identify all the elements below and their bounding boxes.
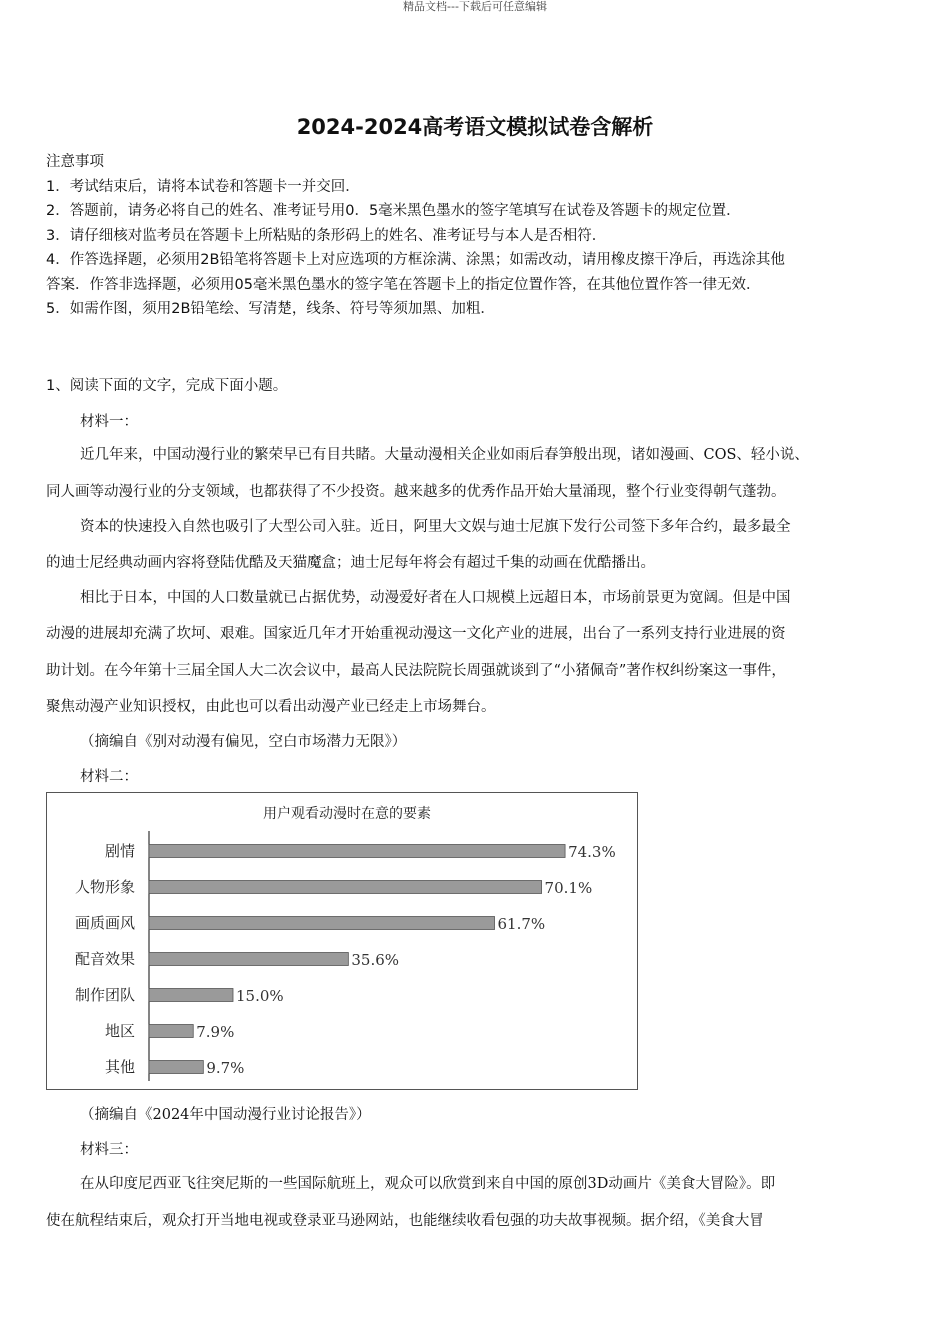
- material1-p3-line: 助计划。在今年第十三届全国人大二次会议中，最高人民法院院长周强就谈到了“小猪佩奇”著作权纠纷案这一事件，: [46, 663, 786, 679]
- value-label: 35.6%: [351, 951, 400, 969]
- notice-item: 3．请仔细核对监考员在答题卡上所粘贴的条形码上的姓名、准考证号与本人是否相符．: [46, 227, 607, 244]
- material1-p3-line: 相比于日本，中国的人口数量就已占据优势，动漫爱好者在人口规模上远超日本，市场前景更为宽阔。但是中国: [80, 590, 791, 606]
- notice-item: 4．作答选择题，必须用2B铅笔将答题卡上对应选项的方框涂满、涂黑；如需改动，请用橡皮擦干净后，再选涂其他: [46, 252, 785, 268]
- category-label: 制作团队: [74, 986, 135, 1004]
- category-label: 剧情: [104, 842, 135, 860]
- category-label: 配音效果: [74, 950, 135, 968]
- material1-source: （摘编自《别对动漫有偏见，空白市场潜力无限》）: [80, 734, 407, 750]
- category-label: 地区: [104, 1022, 135, 1040]
- bar: [149, 881, 542, 894]
- page-title: 2024-2024高考语文模拟试卷含解析: [296, 115, 654, 139]
- value-label: 15.0%: [236, 987, 284, 1005]
- notice-item: 1．考试结束后，请将本试卷和答题卡一并交回．: [46, 178, 360, 195]
- bar: [149, 989, 233, 1002]
- bar-chart: [46, 792, 638, 1090]
- notice-section: [46, 150, 916, 322]
- category-label: 画质画风: [74, 914, 135, 932]
- material1-p2-line: 的迪士尼经典动画内容将登陆优酷及天猫魔盒；迪士尼每年将会有超过千集的动画在优酷播出。: [46, 555, 655, 571]
- material2-source: （摘编自《2024年中国动漫行业讨论报告》）: [80, 1107, 371, 1123]
- bar: [149, 917, 495, 930]
- material3-p1-line: 在从印度尼西亚飞往突尼斯的一些国际航班上，观众可以欣赏到来自中国的原创3D动画片《美食大冒险》。即: [80, 1176, 776, 1192]
- notice-item: 答案．作答非选择题，必须用05毫米黑色墨水的签字笔在答题卡上的指定位置作答，在其他位置作答一律无效．: [46, 276, 761, 293]
- material1-p2-line: 资本的快速投入自然也吸引了大型公司入驻。近日，阿里大文娱与迪士尼旗下发行公司签下多年合约，最多最全: [80, 519, 791, 535]
- category-label: 人物形象: [74, 878, 135, 896]
- value-label: 7.9%: [196, 1023, 235, 1041]
- bar: [149, 1025, 193, 1038]
- material1-p1-line: 近几年来，中国动漫行业的繁荣早已有目共睹。大量动漫相关企业如雨后春笋般出现，诸如漫画、COS、轻小说、: [80, 447, 809, 463]
- bar: [149, 953, 348, 966]
- value-label: 9.7%: [206, 1059, 245, 1077]
- material1-p3-line: 动漫的进展却充满了坎坷、艰难。国家近几年才开始重视动漫这一文化产业的进展，出台了一系列支持行业进展的资: [46, 626, 786, 642]
- page-header: 精品文档---下载后可任意编辑: [403, 0, 547, 13]
- material3-label: 材料三：: [80, 1142, 138, 1158]
- notice-heading: 注意事项: [46, 154, 104, 170]
- bar: [149, 845, 565, 858]
- bar: [149, 1061, 203, 1074]
- material2-label: 材料二：: [80, 769, 138, 785]
- material3-p1-line: 使在航程结束后，观众打开当地电视或登录亚马逊网站，也能继续收看包强的功夫故事视频。据介绍，《美食大冒: [46, 1213, 764, 1229]
- material1-p1-line: 同人画等动漫行业的分支领域，也都获得了不少投资。越来越多的优秀作品开始大量涌现，整个行业变得朝气蓬勃。: [46, 484, 786, 500]
- material1-p3-line: 聚焦动漫产业知识授权，由此也可以看出动漫产业已经走上市场舞台。: [46, 699, 496, 715]
- value-label: 70.1%: [544, 879, 593, 897]
- value-label: 74.3%: [568, 843, 616, 861]
- notice-item: 5．如需作图，须用2B铅笔绘、写清楚，线条、符号等须加黑、加粗．: [46, 301, 495, 317]
- value-label: 61.7%: [497, 915, 546, 933]
- chart-title: 用户观看动漫时在意的要素: [263, 806, 431, 822]
- question-prompt: 1、阅读下面的文字，完成下面小题。: [46, 378, 288, 394]
- bar-chart-svg: [47, 793, 637, 1089]
- notice-item: 2．答题前，请务必将自己的姓名、准考证号用0．5毫米黑色墨水的签字笔填写在试卷及答题卡的规定位置．: [46, 203, 741, 219]
- material1-label: 材料一：: [80, 414, 138, 430]
- category-label: 其他: [104, 1058, 135, 1076]
